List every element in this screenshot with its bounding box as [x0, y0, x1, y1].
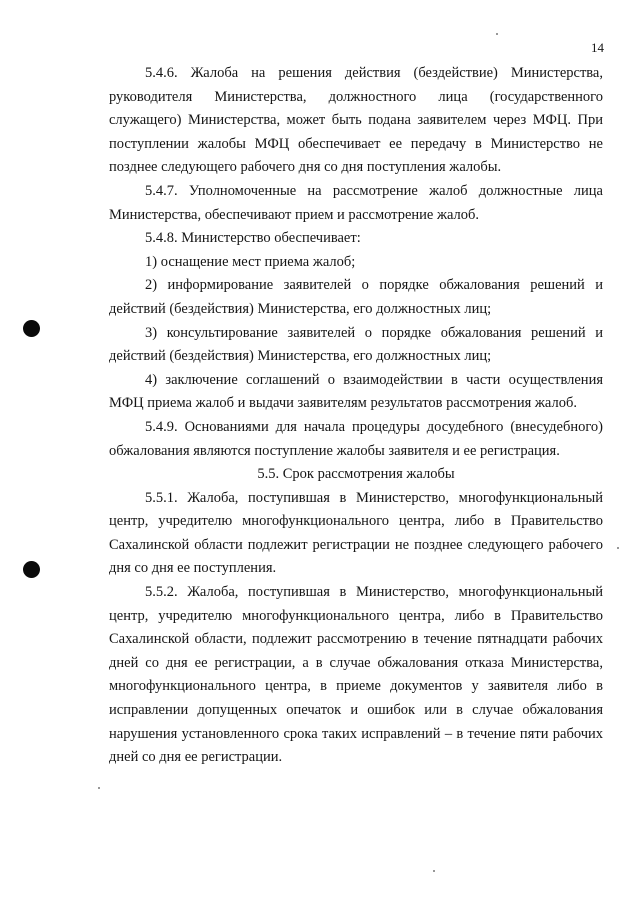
paragraph-5-4-7: 5.4.7. Уполномоченные на рассмотрение жалоб должностные лица Министерства, обеспечивают прием и рассмотрение жалоб.: [109, 182, 603, 223]
scan-speck: [496, 33, 498, 35]
paragraph-5-4-8: 5.4.8. Министерство обеспечивает:: [145, 230, 361, 247]
paragraph-5-5-2: 5.5.2. Жалоба, поступившая в Министерство, многофункциональный центр, учредителю многофункционального центра, либо в Правительство Сахалинской области, подлежит рассмотрению в течение пятнадцати рабочих дней со дня ее регистрации, а в случае обжалования отказа Министерства, многофункционального центра, в приеме документов у заявителя либо в исправлении допущенных опечаток и ошибок или в случае обжалования нарушения установленного срока таких исправлений – в течение пяти рабочих дней со дня ее регистрации.: [109, 584, 603, 766]
punch-hole-upper: [23, 320, 40, 337]
page-number: 14: [591, 40, 604, 55]
list-item-1: 1) оснащение мест приема жалоб;: [145, 253, 356, 270]
list-item-2: 2) информирование заявителей о порядке обжалования решений и действий (бездействия) Министерства, его должностных лиц;: [109, 277, 603, 317]
paragraph-5-4-9: 5.4.9. Основаниями для начала процедуры досудебного (внесудебного) обжалования являются поступление жалобы заявителя и ее регистрация.: [109, 418, 603, 459]
section-heading-5-5: 5.5. Срок рассмотрения жалобы: [257, 466, 455, 483]
paragraph-5-5-1: 5.5.1. Жалоба, поступившая в Министерство, многофункциональный центр, учредителю многофункционального центра, либо в Правительство Сахалинской области подлежит регистрации не позднее следующего рабочего дня со дня ее поступления.: [109, 489, 603, 577]
document-body: [109, 62, 603, 770]
scan-speck: [98, 787, 100, 789]
scan-speck: [617, 547, 619, 549]
punch-hole-lower: [23, 561, 40, 578]
paragraph-5-4-6: 5.4.6. Жалоба на решения действия (бездействие) Министерства, руководителя Министерства, должностного лица (государственного служащего) Министерства, может быть подана заявителем через МФЦ. При поступлении жалобы МФЦ обеспечивает ее передачу в Министерство не позднее следующего рабочего дня со дня поступления жалобы.: [109, 65, 603, 176]
scan-speck: [433, 870, 435, 872]
list-item-4: 4) заключение соглашений о взаимодействии в части осуществления МФЦ приема жалоб и выдачи заявителям результатов рассмотрения жалоб.: [109, 371, 603, 412]
list-item-3: 3) консультирование заявителей о порядке обжалования решений и действий (бездействия) Министерства, его должностных лиц;: [109, 324, 603, 365]
